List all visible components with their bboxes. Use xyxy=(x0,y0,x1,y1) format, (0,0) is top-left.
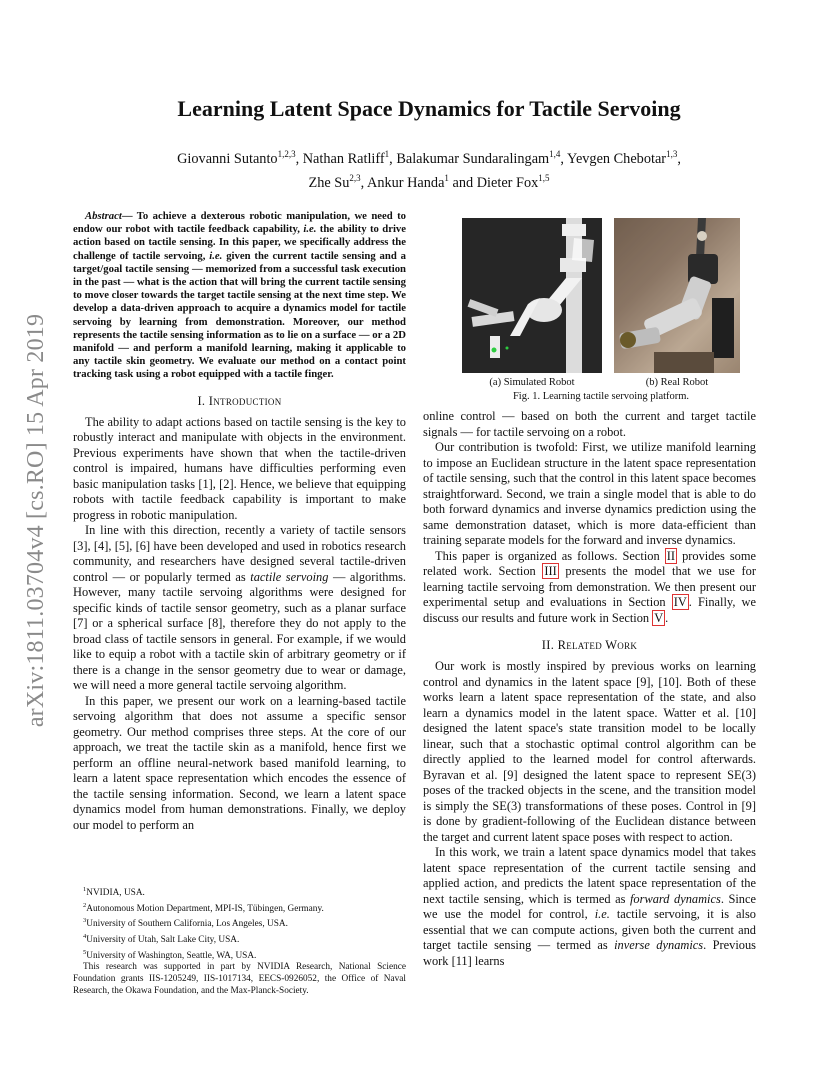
paragraph-text: — algorithms. However, many tactile servoing algorithms were designed for specific kinds of tactile sensor geometry, such as a planar surface [7] or a spherical surface [8], therefore they do not apply to the broad class of tactile sensors in general. For example, if we would like to equip a robot with a tactile skin of arbitrary geometry or if there is a change in the sensor geometry due to wear or damage, we will need a more general tactile servoing algorithm. xyxy=(73,569,407,693)
footnote-number: 1 xyxy=(83,886,87,893)
abstract-emphasis: i.e. xyxy=(209,249,223,262)
footnote xyxy=(73,931,406,947)
author-affiliation: 1,4 xyxy=(549,149,561,159)
author-name: Balakumar Sundaralingam xyxy=(396,150,550,167)
abstract-text: To achieve a dexterous robotic manipulation, we need to endow our robot with tactile feedback capability, xyxy=(73,210,406,236)
footnote xyxy=(73,947,406,963)
footnote-text: Autonomous Motion Department, MPI-IS, Tübingen, Germany. xyxy=(86,903,324,914)
paragraph-emphasis: forward dynamics xyxy=(629,891,721,906)
abstract-lead: Abstract xyxy=(85,210,122,222)
footnote-text: University of Southern California, Los Angeles, USA. xyxy=(86,919,288,930)
intro-paragraph: In this paper, we present our work on a learning-based tactile servoing algorithm that does not assume a specific sensor geometry. Our method comprises three steps. At the core of our approach, we treat the tactile skin as a manifold, hence first we perform an offline neural-network based manifold learning, to learn a latent space representation which encodes the essence of the tactile sensing information. Second, we learn a latent space dynamics model from human demonstrations. Finally, we deploy our model to perform an xyxy=(73,693,406,832)
section-link[interactable]: IV xyxy=(673,595,687,609)
author-separator: , xyxy=(389,150,397,167)
author-name: Nathan Ratliff xyxy=(302,150,385,167)
author-affiliation: 1,2,3 xyxy=(277,149,296,159)
author-name: Yevgen Chebotar xyxy=(567,150,667,167)
intro-paragraph: The ability to adapt actions based on tactile sensing is the key to robustly interact and manipulate with objects in the environment. Previous experiments have shown that when the tactile-driven control is impaired, humans have difficulties performing even basic manipulation tasks [1], [2]. Hence, we believe that equipping robots with tactile feedback capability is important to make progress in robotic manipulation. xyxy=(73,414,406,522)
paragraph-text: presents the model that we use for learning tactile servoing from demonstration. We then present our experimental setup and evaluations in Section xyxy=(423,564,756,609)
simulated-robot-image xyxy=(462,218,602,373)
related-paragraph xyxy=(423,845,756,969)
paragraph-text: . Finally, we discuss our results and future work in Section xyxy=(423,595,756,625)
author-name: Ankur Handa xyxy=(367,174,445,191)
paragraph-emphasis: inverse dynamics xyxy=(614,938,704,952)
paragraph-text: In this work, we train a latent space dynamics model that takes latent space representation of the current tactile sensing and applied action, and predicts the latent space representation of the next tactile sensing, which is termed as xyxy=(423,845,756,906)
author-separator: , xyxy=(677,150,681,167)
paragraph-text: . xyxy=(665,610,669,625)
author-separator: , xyxy=(295,150,303,167)
author-line-2 xyxy=(60,169,798,193)
paragraph-emphasis: i.e. xyxy=(594,907,610,921)
figure-1 xyxy=(462,218,740,406)
real-robot-drawing xyxy=(614,218,740,373)
author-affiliation: 2,3 xyxy=(349,172,361,183)
abstract-dash: — xyxy=(121,210,137,222)
author-affiliation: 1 xyxy=(444,172,449,183)
footnote-number: 4 xyxy=(83,933,87,941)
footnote-text: University of Washington, Seattle, WA, USA. xyxy=(86,950,257,961)
author-affiliation: 1 xyxy=(384,149,390,159)
author-separator: and xyxy=(448,174,477,191)
intro-heading: I. Introduction xyxy=(197,393,282,408)
abstract-emphasis: i.e. xyxy=(303,223,317,236)
left-column xyxy=(73,210,406,833)
author-list xyxy=(60,145,798,193)
abstract-text: given the current tactile sensing and a target/goal tactile sensing — memorized from a successful task execution in the past — what is the action that will bring the current tactile sensing to move closer towards the target tactile sensing at the next time step. We develop a data-driven approach to acquire a dynamics model for tactile servoing by learning from demonstration. Moreover, our method represents the tactile sensing information as to lie on a surface — or a 2D manifold — and perform a manifold learning, making it applicable to any tactile skin geometry. We evaluate our method on a contact point tracking task using a robot equipped with a tactile finger. xyxy=(73,249,406,381)
author-affiliation: 1,3 xyxy=(666,149,678,159)
author-separator: , xyxy=(360,174,367,191)
intro-paragraph xyxy=(423,549,756,627)
paragraph-text: . Previous work [11] learns xyxy=(423,938,756,968)
section-link[interactable]: III xyxy=(544,564,557,578)
subfigure-caption-b: (b) Real Robot xyxy=(645,377,709,388)
arxiv-stamp xyxy=(22,285,52,755)
author-name: Dieter Fox xyxy=(476,174,539,191)
abstract-text: the ability to drive action based on tactile sensing. In this paper, we specifically address the challenge of tactile servoing, xyxy=(73,223,407,262)
author-separator: , xyxy=(560,150,568,167)
footnote xyxy=(73,884,406,900)
paragraph-text: tactile servoing, it is also essential that we can compute actions, given both the current and target tactile sensing — termed as xyxy=(423,907,756,952)
intro-paragraph: Our contribution is twofold: First, we utilize manifold learning to impose an Euclidean structure in the latent space representation of tactile sensing, such that the control in this latent space becomes straightforward. Second, we train a single model that is able to do both forward dynamics and inverse dynamics prediction using the same demonstration dataset, which is more data-efficient than training separate models for the forward and inverse dynamics. xyxy=(423,440,756,547)
subfigure-caption-a: (a) Simulated Robot xyxy=(489,377,575,388)
footnote-number: 5 xyxy=(83,948,87,956)
section-link[interactable]: V xyxy=(654,610,664,625)
footnote-text: University of Utah, Salt Lake City, USA. xyxy=(86,935,240,946)
abstract xyxy=(73,210,406,382)
acknowledgement: This research was supported in part by NVIDIA Research, National Science Foundation grants IIS-1205249, IIS-1017134, EECS-0926052, the Office of Naval Research, the Okawa Foundation, and the Max-Planck-Society. xyxy=(73,962,406,996)
paragraph-text: In line with this direction, recently a variety of tactile sensors [3], [4], [5], [6] have been developed and used in robotics research community, and researchers have designed several tactile-driven control — or popularly termed as xyxy=(73,523,406,584)
footnote-text: NVIDIA, USA. xyxy=(86,888,145,899)
paper-title: Learning Latent Space Dynamics for Tactile Servoing xyxy=(177,96,681,121)
footnote xyxy=(73,900,406,916)
footnote-number: 3 xyxy=(83,917,87,925)
author-name: Giovanni Sutanto xyxy=(177,150,278,167)
footnotes xyxy=(73,884,406,997)
related-work-heading: II. Related Work xyxy=(541,638,638,652)
paragraph-text: provides some related work. Section xyxy=(423,548,756,578)
paragraph-text: . Since we use the model for control, xyxy=(423,891,756,921)
right-column xyxy=(423,409,756,969)
author-affiliation: 1,5 xyxy=(538,172,550,183)
related-paragraph: Our work is mostly inspired by previous works on learning control and dynamics in the latent space [9], [10]. Both of these works learn a latent space representation of the state, and also learn a dynamics model in the latent space. Watter et al. [10] designed the latent space's state transition model to be locally linear, such that a stochastic optimal control algorithm can be directly applied to the learned model for control afterwards. Byravan et al. [9] designed the latent space to represent SE(3) poses of the tracked objects in the scene, and the transition model is simply the SE(3) transformations of these poses. Control in [9] is done by gradient-following of the Euclidean distance between the target and current latent space poses with respect to action. xyxy=(423,659,756,844)
footnote-number: 2 xyxy=(83,901,87,909)
section-link[interactable]: II xyxy=(666,548,676,563)
figure-caption: Fig. 1. Learning tactile servoing platform. xyxy=(512,391,690,402)
author-line-1 xyxy=(60,145,798,169)
arxiv-identifier: arXiv:1811.03704v4 [cs.RO] 15 Apr 2019 xyxy=(23,313,50,727)
real-robot-image xyxy=(614,218,740,373)
intro-paragraph xyxy=(73,523,406,694)
author-name: Zhe Su xyxy=(308,174,350,191)
paragraph-emphasis: tactile servoing xyxy=(250,569,329,584)
simulated-robot-drawing xyxy=(462,218,602,373)
paragraph-text: This paper is organized as follows. Section xyxy=(435,548,665,563)
intro-paragraph-continued: online control — based on both the current and target tactile signals — for tactile servoing on a robot. xyxy=(423,409,756,439)
footnote xyxy=(73,915,406,931)
